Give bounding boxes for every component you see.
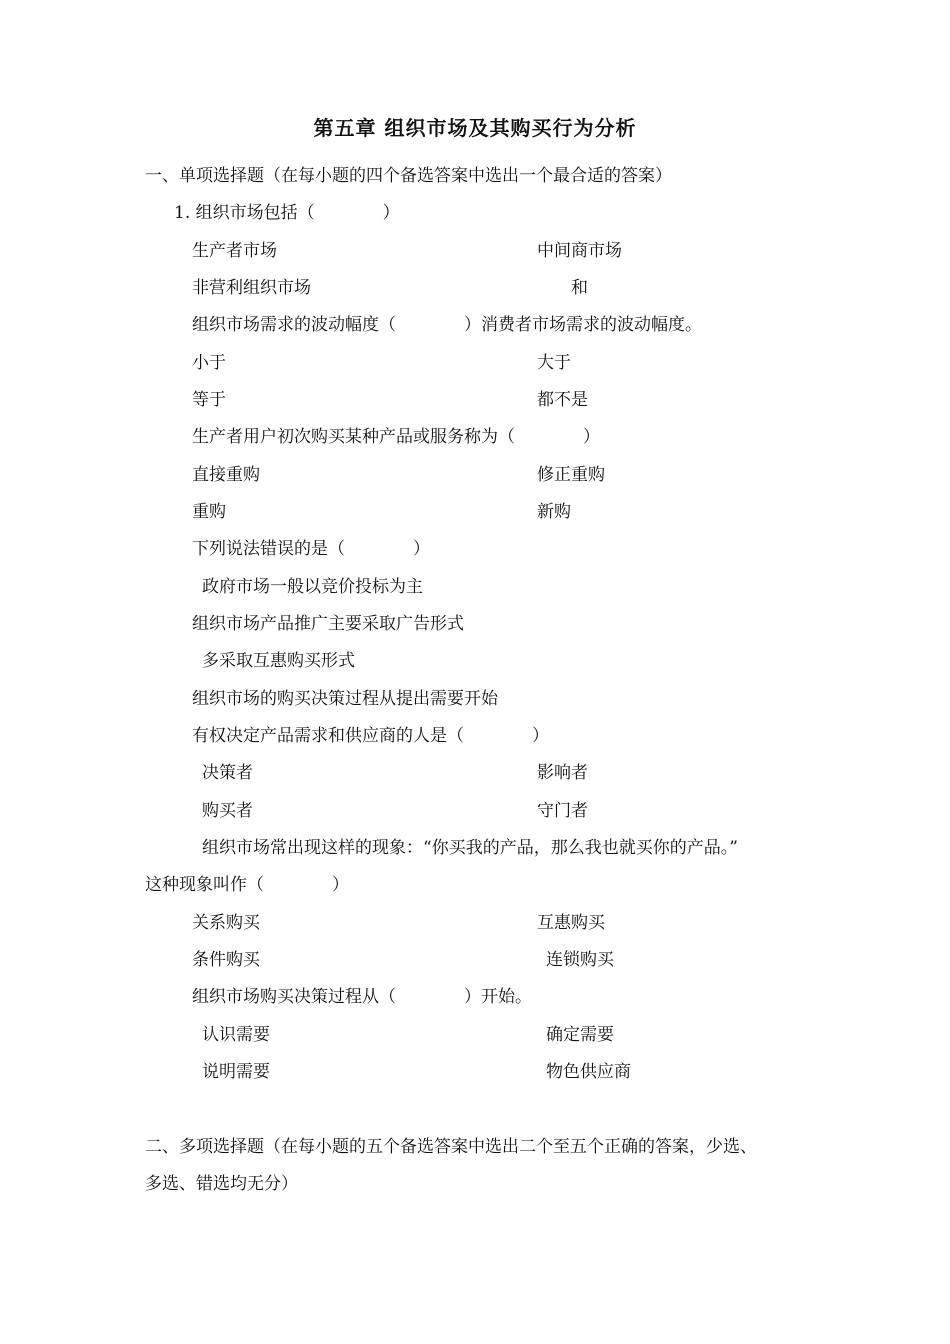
option-c: 等于 bbox=[192, 390, 226, 410]
question-stem: 生产者用户初次购买某种产品或服务称为（ ） bbox=[192, 427, 600, 447]
option-b: 大于 bbox=[537, 353, 571, 373]
option-a: 小于 bbox=[192, 353, 226, 373]
option-a: 政府市场一般以竞价投标为主 bbox=[202, 577, 423, 597]
question-stem: 组织市场购买决策过程从（ ）开始。 bbox=[192, 987, 532, 1007]
option-d: 守门者 bbox=[537, 801, 588, 821]
option-d: 新购 bbox=[537, 502, 571, 522]
option-c: 购买者 bbox=[202, 801, 253, 821]
option-c: 非营利组织市场 bbox=[192, 278, 311, 298]
option-d: 和 bbox=[571, 278, 588, 298]
question-stem: 1. 组织市场包括（ ） bbox=[174, 203, 400, 223]
option-b: 影响者 bbox=[537, 763, 588, 783]
option-a: 直接重购 bbox=[192, 465, 260, 485]
option-b: 互惠购买 bbox=[537, 913, 605, 933]
chapter-title: 第五章 组织市场及其购买行为分析 bbox=[313, 116, 637, 140]
option-c: 重购 bbox=[192, 502, 226, 522]
option-d: 组织市场的购买决策过程从提出需要开始 bbox=[192, 689, 498, 709]
section-heading-multiple-choice: 二、多项选择题（在每小题的五个备选答案中选出二个至五个正确的答案，少选、 bbox=[145, 1137, 757, 1157]
option-c: 条件购买 bbox=[192, 950, 260, 970]
option-c: 说明需要 bbox=[202, 1062, 270, 1082]
option-a: 关系购买 bbox=[192, 913, 260, 933]
question-stem: 组织市场常出现这样的现象：“你买我的产品，那么我也就买你的产品。” bbox=[202, 838, 738, 858]
option-b: 确定需要 bbox=[546, 1025, 614, 1045]
question-stem: 下列说法错误的是（ ） bbox=[192, 539, 430, 559]
question-stem: 有权决定产品需求和供应商的人是（ ） bbox=[192, 726, 549, 746]
option-a: 生产者市场 bbox=[192, 241, 277, 261]
section-heading-multiple-choice-continuation: 多选、错选均无分） bbox=[145, 1174, 298, 1194]
option-b: 组织市场产品推广主要采取广告形式 bbox=[192, 614, 464, 634]
option-d: 都不是 bbox=[537, 390, 588, 410]
option-a: 决策者 bbox=[202, 763, 253, 783]
option-c: 多采取互惠购买形式 bbox=[202, 651, 355, 671]
option-d: 连锁购买 bbox=[546, 950, 614, 970]
option-a: 认识需要 bbox=[202, 1025, 270, 1045]
option-d: 物色供应商 bbox=[546, 1062, 631, 1082]
section-heading-single-choice: 一、单项选择题（在每小题的四个备选答案中选出一个最合适的答案） bbox=[145, 166, 672, 186]
question-stem-continuation: 这种现象叫作（ ） bbox=[145, 875, 349, 895]
option-b: 中间商市场 bbox=[537, 241, 622, 261]
question-stem: 组织市场需求的波动幅度（ ）消费者市场需求的波动幅度。 bbox=[192, 315, 702, 335]
option-b: 修正重购 bbox=[537, 465, 605, 485]
